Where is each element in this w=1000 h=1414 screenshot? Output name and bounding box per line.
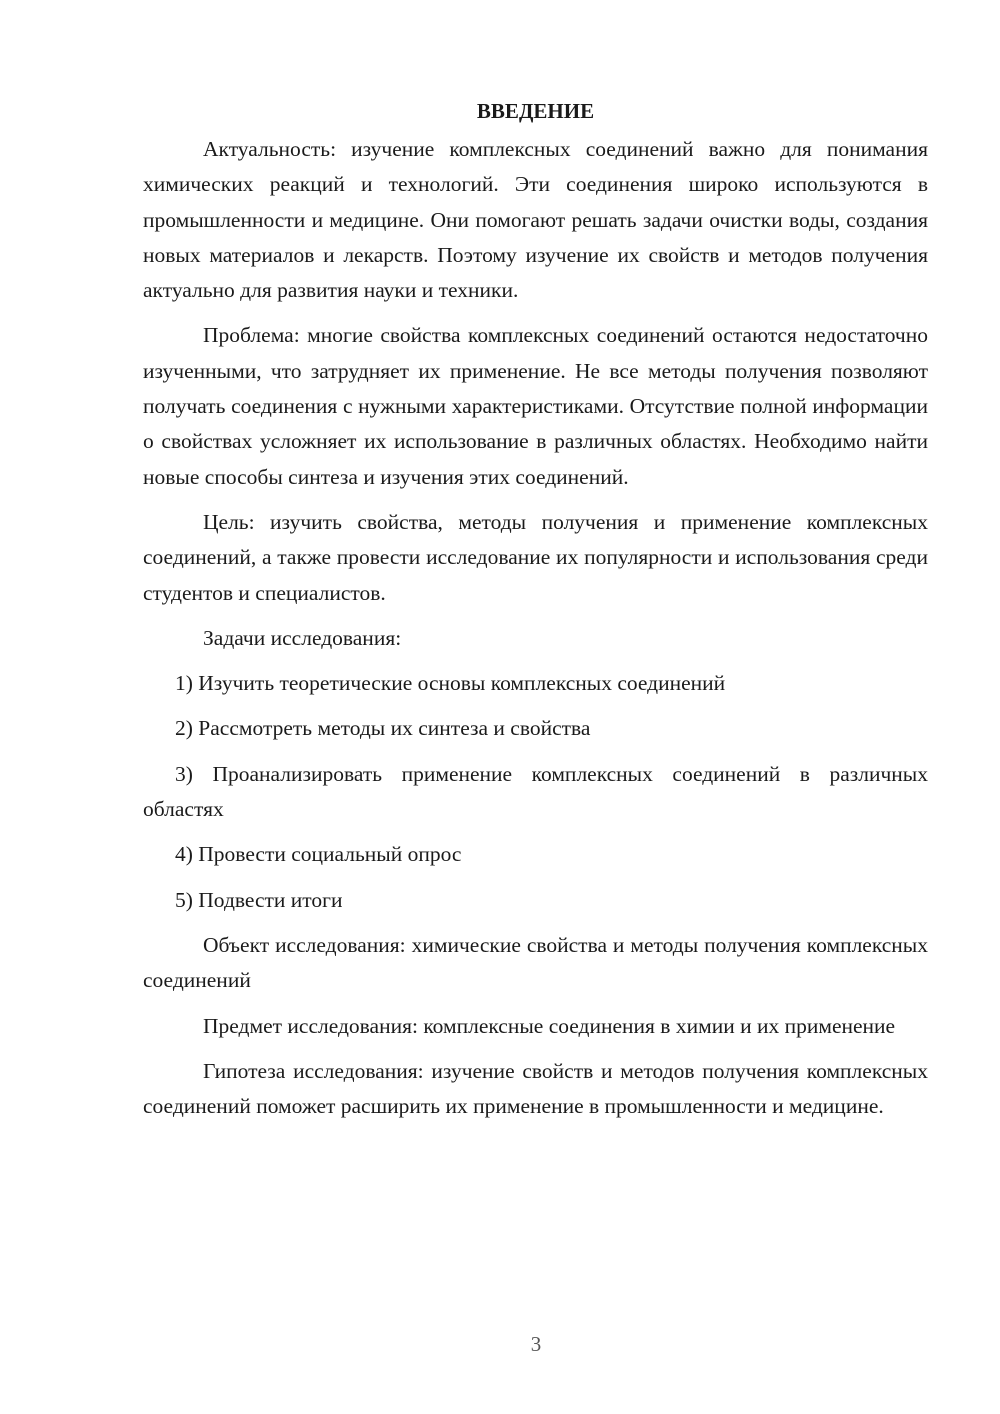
- paragraph-relevance: Актуальность: изучение комплексных соединений важно для понимания химических реакций и технологий. Эти соединения широко используются в промышленности и медицине. Они помогают решать задачи очистки воды, создания новых материалов и лекарств. Поэтому изучение их свойств и методов получения актуально для развития науки и техники.: [143, 137, 928, 303]
- document-page: [143, 96, 928, 1134]
- page-number: 3: [530, 1332, 542, 1356]
- paragraph-object: Объект исследования: химические свойства и методы получения комплексных соединений: [143, 932, 928, 993]
- paragraph-hypothesis: Гипотеза исследования: изучение свойств и методов получения комплексных соединений поможет расширить их применение в промышленности и медицине.: [143, 1058, 928, 1119]
- task-item-4: 4) Провести социальный опрос: [175, 842, 462, 867]
- page-title: ВВЕДЕНИЕ: [476, 99, 595, 123]
- paragraph-problem: Проблема: многие свойства комплексных соединений остаются недостаточно изученными, что затрудняет их применение. Не все методы получения позволяют получать соединения с нужными характеристиками. Отсутствие полной информации о свойствах усложняет их использование в различных областях. Необходимо найти новые способы синтеза и изучения этих соединений.: [143, 323, 928, 489]
- task-item-5: 5) Подвести итоги: [175, 887, 343, 912]
- task-item-2: 2) Рассмотреть методы их синтеза и свойства: [175, 716, 591, 741]
- paragraph-goal: Цель: изучить свойства, методы получения и применение комплексных соединений, а также провести исследование их популярности и использования среди студентов и специалистов.: [143, 509, 928, 605]
- task-item-1: 1) Изучить теоретические основы комплексных соединений: [175, 671, 726, 696]
- task-item-3: 3) Проанализировать применение комплексных соединений в различных областях: [143, 761, 928, 822]
- tasks-heading: Задачи исследования:: [203, 625, 402, 650]
- paragraph-subject: Предмет исследования: комплексные соединения в химии и их применение: [203, 1013, 896, 1038]
